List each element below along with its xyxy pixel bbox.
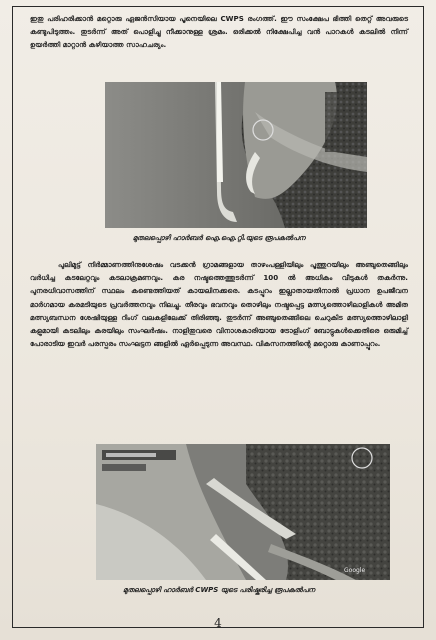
page-number: 4	[214, 616, 222, 630]
figure-2-caption: മുതലപ്പൊഴി ഹാർബർ CWPS യുടെ പരിഷ്കരിച്ച രൂപകൽപന	[123, 586, 315, 594]
satellite-image-2	[96, 444, 390, 580]
google-watermark: Google	[344, 567, 366, 574]
paragraph-cwps-intro: ഇതു പരിഹരിക്കാൻ മറ്റൊരു ഏജൻസിയായ പൂനെയിലെ CWPS രംഗത്ത്. ഈ സംക്ഷേപ ഭിത്തി തെറ്റ് അവരുടെ കണ്ടുപിടുത്തം. തുടർന്ന് അത് പൊളിച്ചു നീക്കാനുള്ള ശ്രമം. ഒരിക്കൽ നിക്ഷേപിച്ച വൻ പാറകൾ കടലിൽ നിന്ന് ഉയർത്തി മാറ്റാൻ കഴിയാത്ത സാഹചര്യം.	[30, 14, 408, 50]
figure-1-caption: മുതലപ്പൊഴി ഹാർബർ ഐ.ഐ.റ്റി.യുടെ രൂപകൽപന	[132, 234, 306, 242]
harbour-cwps-design-image	[96, 444, 390, 580]
paragraph-impact: പുലിമുട്ട് നിർമ്മാണത്തിനുശേഷം വടക്കൻ ഗ്രാമങ്ങളായ താഴംപള്ളിയിലും പൂത്തുറയിലും അഞ്ചുതെങ്ങിലും വർധിച്ച കടലേറ്റവും കടലാക്രമണവും. കര നഷ്ടത്തെത്തുടർന്ന് 100 ൽ അധികം വീടുകൾ തകർന്നു. പുനരധിവാസത്തിന് സ്ഥലം കണ്ടെത്തിയത് കായലിനക്കരെ. കടപ്പുറം ഇല്ലാതായതിനാൽ പ്രധാന ഉപജീവന മാർഗമായ കരമടിയുടെ പ്രവർത്തനവും നിലച്ചു. തീരവും ഭവനവും തൊഴിലും നഷ്ടപ്പെട്ട മത്സ്യത്തൊഴിലാളികൾ അമിത മത്സ്യബന്ധന ശേഷിയുള്ള റിംഗ് വലകളിലേക്ക് തിരിഞ്ഞു. തുടർന്ന് അഞ്ചുതെങ്ങിലെ ചെറുകിട മത്സ്യത്തൊഴിലാളി കളുമായി കടലിലും കരയിലും സംഘർഷം. നാളിതുവരെ വിനാശകാരിയായ ട്രോളിംഗ് ബോട്ടുകൾക്കെതിരെ ഒരുമിച്ച് പോരാടിയ ഇവർ പരസ്പരം സംഘട്ടന ങ്ങളിൽ ഏർപ്പെടുന്ന അവസ്ഥ. വികസനത്തിന്റെ മറ്റൊരു കാണാപ്പുറം.	[30, 260, 408, 349]
harbour-iit-design-image	[105, 82, 367, 228]
satellite-image-1	[105, 82, 367, 228]
